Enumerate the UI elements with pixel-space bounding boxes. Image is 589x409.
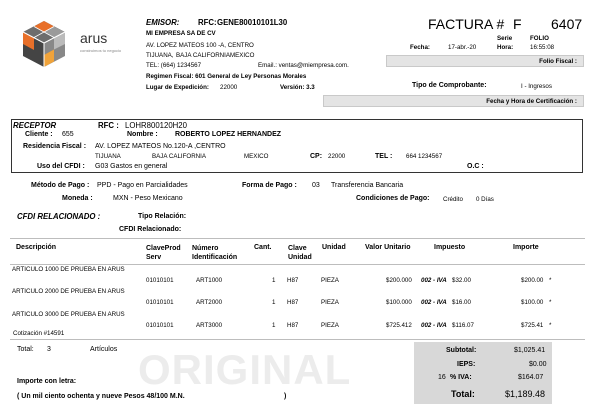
- table-cell-descripcion: ARTICULO 3000 DE PRUEBA EN ARUS: [12, 311, 125, 318]
- importe-letra-label: Importe con letra:: [17, 378, 77, 385]
- table-cell-impuesto: $116.07: [452, 322, 474, 329]
- table-cell-valor: $100.000: [386, 299, 412, 306]
- table-cell-clave-unidad: H87: [287, 299, 299, 306]
- receptor-box: [11, 119, 583, 173]
- forma-pago-label: Forma de Pago :: [242, 182, 297, 189]
- iva-value: $164.07: [518, 374, 544, 381]
- ieps-label: IEPS:: [457, 361, 476, 368]
- receptor-country: MEXICO: [244, 153, 269, 160]
- emisor-address: AV. LOPEZ MATEOS 100 -A, CENTRO: [146, 42, 254, 49]
- subtotal-value: $1,025.41: [514, 347, 546, 354]
- table-cell-clave-unidad: H87: [287, 277, 299, 284]
- col-impuesto: Impuesto: [434, 244, 466, 251]
- uso-cfdi-value: G03 Gastos en general: [95, 163, 168, 170]
- col-cant: Cant.: [254, 244, 272, 251]
- table-cell-clave-unidad: H87: [287, 322, 299, 329]
- importe-letra-close: ): [284, 393, 287, 400]
- table-cell-impuesto-code: 002 - IVA: [421, 277, 447, 284]
- emisor-rfc: GENE80010101L30: [217, 18, 288, 27]
- table-cell-impuesto: $32.00: [452, 277, 471, 284]
- cp-value: 22000: [328, 153, 346, 160]
- emisor-city: TIJUANA,: [146, 52, 174, 59]
- col-clave-unidad: Clave Unidad: [288, 245, 312, 261]
- company-logo: [14, 18, 134, 68]
- table-top-rule: [10, 238, 585, 239]
- receptor-state: BAJA CALIFORNIA: [152, 153, 206, 160]
- col-valor-unitario: Valor Unitario: [365, 244, 411, 251]
- fecha-label: Fecha:: [410, 44, 430, 51]
- table-cell-valor: $725.412: [386, 322, 412, 329]
- table-cell-clave-prod: 01010101: [146, 322, 174, 329]
- cfdi-version: Versión: 3.3: [280, 84, 315, 91]
- emisor-name: MI EMPRESA SA DE CV: [146, 30, 216, 37]
- table-cell-numero: ART3000: [196, 322, 223, 329]
- folio-label: FOLIO: [530, 35, 549, 42]
- tel-label: TEL :: [375, 153, 393, 160]
- folio-fiscal-bar: [386, 55, 584, 67]
- hora-label: Hora:: [497, 44, 514, 51]
- cp-label: CP:: [310, 153, 323, 160]
- table-cell-clave-prod: 01010101: [146, 299, 174, 306]
- receptor-city: TIJUANA: [95, 153, 121, 160]
- iva-pct: 16: [438, 374, 446, 381]
- cfdi-relacionado-label: CFDI Relacionado:: [119, 226, 182, 233]
- table-cell-descripcion: ARTICULO 2000 DE PRUEBA EN ARUS: [12, 288, 125, 295]
- hora-value: 16:55:08: [530, 44, 555, 51]
- emisor-regimen: Regimen Fiscal: 601 General de Ley Personas Morales: [146, 73, 307, 80]
- table-cell-impuesto-code: 002 - IVA: [421, 299, 447, 306]
- condiciones-value: Crédito: [443, 196, 463, 203]
- logo-tagline: construimos tu negocio: [80, 48, 122, 53]
- table-cell-importe: $200.00: [521, 277, 544, 284]
- emisor-email: Email.: ventas@miempresa.com.: [258, 62, 349, 69]
- cube-logo-icon: [18, 18, 70, 70]
- emisor-tel: TEL: (664) 1234567: [146, 62, 202, 69]
- table-cell-unidad: PIEZA: [321, 322, 339, 329]
- forma-pago-code: 03: [312, 182, 320, 189]
- receptor-rfc: LOHR800120H20: [125, 121, 187, 130]
- articulos-label: Artículos: [90, 346, 118, 353]
- table-cell-impuesto: $16.00: [452, 299, 471, 306]
- folio-fiscal-label: Folio Fiscal :: [539, 58, 577, 65]
- factura-serie: F: [513, 16, 522, 32]
- factura-title: FACTURA #: [428, 16, 505, 32]
- condiciones-dias: 0 Días: [476, 196, 494, 203]
- grand-total-value: $1,189.48: [505, 389, 546, 399]
- cotizacion: Cotización #14591: [13, 330, 65, 337]
- serie-label: Serie: [497, 35, 513, 42]
- metodo-pago-value: PPD - Pago en Parcialidades: [97, 182, 188, 189]
- subtotal-label: Subtotal:: [446, 347, 477, 354]
- table-cell-numero: ART1000: [196, 277, 223, 284]
- certificacion-bar: [323, 95, 584, 107]
- col-importe: Importe: [513, 244, 539, 251]
- col-numero: Número Identificación: [192, 245, 238, 261]
- cliente-value: 655: [62, 131, 74, 138]
- cfdi-relacionado-title: CFDI RELACIONADO :: [17, 212, 101, 221]
- tipo-comprobante-value: I - Ingresos: [521, 83, 552, 90]
- tipo-relacion-label: Tipo Relación:: [138, 213, 187, 220]
- original-watermark: ORIGINAL: [138, 346, 352, 393]
- table-cell-valor: $200.000: [386, 277, 412, 284]
- table-cell-unidad: PIEZA: [321, 277, 339, 284]
- residencia-label: Residencia Fiscal :: [23, 143, 87, 150]
- nombre-value: ROBERTO LOPEZ HERNANDEZ: [175, 131, 282, 138]
- table-cell-mark: *: [549, 322, 552, 329]
- table-cell-mark: *: [549, 299, 552, 306]
- col-clave-prod: ClaveProd Serv: [146, 245, 181, 261]
- table-cell-impuesto-code: 002 - IVA: [421, 322, 447, 329]
- table-cell-importe: $100.00: [521, 299, 544, 306]
- footer-rule: [10, 339, 585, 340]
- condiciones-label: Condiciones de Pago:: [356, 195, 430, 202]
- table-cell-cant: 1: [272, 277, 276, 284]
- fecha-value: 17-abr.-20: [448, 44, 477, 51]
- table-cell-importe: $725.41: [521, 322, 544, 329]
- table-cell-cant: 1: [272, 322, 276, 329]
- table-cell-numero: ART2000: [196, 299, 223, 306]
- table-header-rule: [10, 264, 585, 265]
- table-cell-clave-prod: 01010101: [146, 277, 174, 284]
- metodo-pago-label: Método de Pago :: [31, 182, 90, 189]
- logo-text: arus: [80, 30, 108, 46]
- emisor-rfc-label: RFC:: [198, 18, 217, 27]
- oc-label: O.C :: [467, 163, 484, 170]
- tipo-comprobante-label: Tipo de Comprobante:: [412, 82, 487, 89]
- table-cell-descripcion: ARTICULO 1000 DE PRUEBA EN ARUS: [12, 266, 125, 273]
- receptor-address: AV. LOPEZ MATEOS No.120-A ,CENTRO: [95, 143, 226, 150]
- factura-folio: 6407: [551, 16, 583, 32]
- col-descripcion: Descripción: [16, 244, 57, 251]
- certificacion-label: Fecha y Hora de Certificación :: [486, 98, 577, 105]
- importe-letra: ( Un mil ciento ochenta y nueve Pesos 48/100 M.N.: [17, 393, 185, 400]
- lugar-expedicion-label: Lugar de Expedición:: [146, 84, 209, 91]
- emisor-label: EMISOR:: [146, 18, 180, 27]
- emisor-country: MEXICO: [230, 52, 255, 59]
- tel-value: 664 1234567: [406, 153, 443, 160]
- receptor-label: RECEPTOR: [13, 121, 57, 130]
- lugar-expedicion: 22000: [220, 84, 238, 91]
- grand-total-label: Total:: [451, 389, 475, 399]
- table-cell-cant: 1: [272, 299, 276, 306]
- nombre-label: Nombre :: [127, 131, 158, 138]
- cliente-label: Cliente :: [25, 131, 53, 138]
- forma-pago-value: Transferencia Bancaria: [331, 182, 404, 189]
- total-articulos-label: Total:: [17, 346, 34, 353]
- ieps-value: $0.00: [529, 361, 547, 368]
- moneda-label: Moneda :: [62, 195, 93, 202]
- emisor-state: BAJA CALIFORNIA: [176, 52, 230, 59]
- receptor-rfc-label: RFC :: [98, 121, 119, 130]
- table-cell-mark: *: [549, 277, 552, 284]
- table-cell-unidad: PIEZA: [321, 299, 339, 306]
- total-articulos-count: 3: [47, 346, 51, 353]
- iva-label: % IVA:: [450, 374, 472, 381]
- col-unidad: Unidad: [322, 244, 346, 251]
- uso-cfdi-label: Uso del CFDI :: [37, 163, 85, 170]
- moneda-value: MXN - Peso Mexicano: [113, 195, 183, 202]
